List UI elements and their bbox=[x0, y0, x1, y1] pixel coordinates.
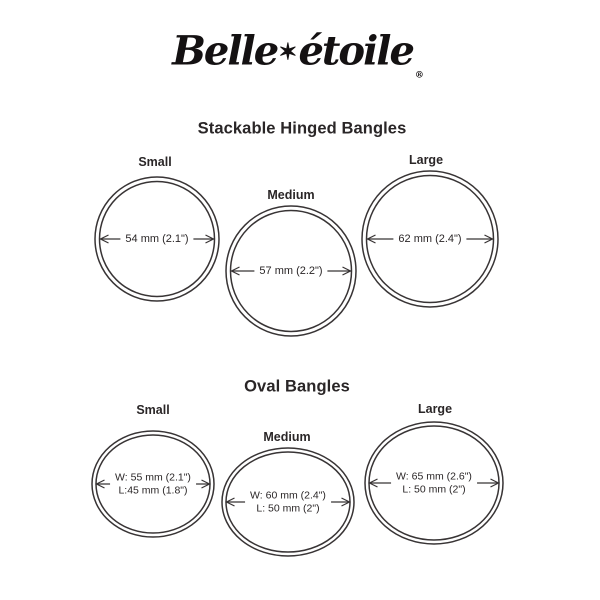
oval-large-measurements bbox=[391, 470, 477, 497]
oval-large-length-value: L: 50 mm (2") bbox=[402, 483, 466, 495]
oval-medium-length-value: L: 50 mm (2") bbox=[256, 502, 320, 514]
brand-logo bbox=[172, 28, 424, 81]
section-title-oval-bangles: Oval Bangles bbox=[244, 377, 350, 396]
hinged-medium-diameter-value: 57 mm (2.2") bbox=[254, 265, 327, 277]
oval-small-label: Small bbox=[136, 403, 170, 417]
oval-small-length-value: L:45 mm (1.8") bbox=[118, 484, 188, 496]
registered-trademark-icon: ® bbox=[414, 70, 424, 81]
oval-medium-label: Medium bbox=[263, 430, 311, 444]
hinged-medium-label: Medium bbox=[267, 188, 315, 202]
star-icon: ✶ bbox=[278, 38, 298, 66]
brand-logo-text-etoile: étoile bbox=[298, 27, 413, 75]
hinged-small-label: Small bbox=[138, 155, 172, 169]
hinged-large-diameter-value: 62 mm (2.4") bbox=[393, 233, 466, 245]
oval-medium-width-value: W: 60 mm (2.4") bbox=[250, 489, 326, 502]
hinged-large-label: Large bbox=[408, 153, 444, 167]
hinged-small-diameter-value: 54 mm (2.1") bbox=[120, 233, 193, 245]
section-title-stackable-hinged-bangles: Stackable Hinged Bangles bbox=[197, 119, 407, 138]
oval-large-label: Large bbox=[417, 402, 453, 416]
oval-small-width-value: W: 55 mm (2.1") bbox=[115, 471, 191, 484]
brand-logo-text-belle: Belle bbox=[172, 27, 278, 75]
oval-small-measurements bbox=[110, 471, 196, 498]
oval-large-width-value: W: 65 mm (2.6") bbox=[396, 470, 472, 483]
oval-medium-measurements bbox=[245, 489, 331, 516]
